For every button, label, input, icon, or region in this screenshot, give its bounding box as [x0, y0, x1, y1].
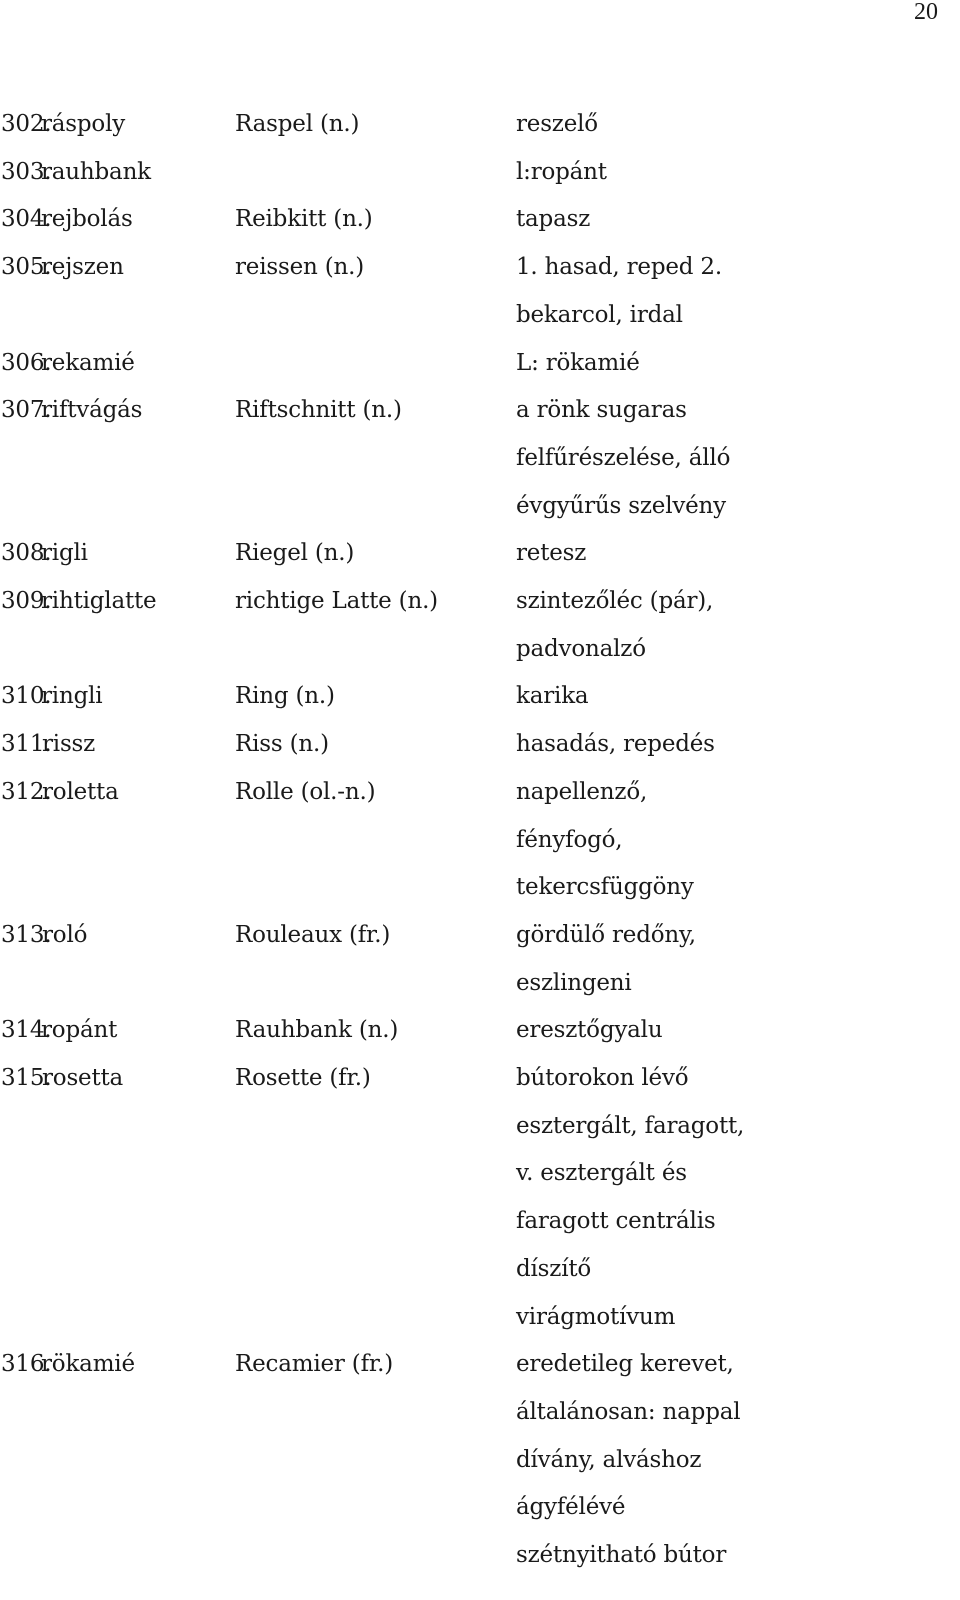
entry-meaning-line: L: rökamié [516, 349, 640, 376]
entry-meaning-line: évgyűrűs szelvény [516, 492, 726, 519]
entry-number: 306. [1, 349, 52, 376]
entry-number: 314. [1, 1017, 52, 1044]
entry-origin: Reibkitt (n.) [235, 206, 373, 233]
glossary-entry [0, 1341, 960, 1580]
glossary-entry [0, 769, 960, 912]
entry-origin: Rosette (fr.) [235, 1065, 371, 1092]
glossary-entry [0, 149, 960, 197]
entry-origin: Raspel (n.) [235, 111, 360, 137]
entry-meaning [516, 340, 960, 388]
entry-meaning [516, 673, 960, 721]
entry-term: ropánt [41, 1017, 118, 1044]
entry-number: 308. [1, 540, 52, 567]
entry-term: rihtiglatte [41, 588, 157, 615]
entry-number: 310. [1, 683, 52, 710]
entry-meaning [516, 530, 960, 578]
entry-meaning-line: l:ropánt [516, 158, 607, 185]
glossary-entry [0, 530, 960, 578]
entry-origin: Rolle (ol.-n.) [235, 778, 376, 805]
glossary-list [0, 101, 960, 1580]
glossary-entry [0, 673, 960, 721]
entry-term: rekamié [41, 349, 135, 376]
entry-number: 303. [1, 158, 52, 185]
entry-number: 305. [1, 254, 52, 281]
entry-origin: Ring (n.) [235, 683, 335, 710]
entry-term: rissz [42, 731, 96, 758]
entry-meaning-line: ágyfélévé [516, 1494, 626, 1521]
entry-meaning [516, 387, 960, 530]
entry-meaning-line: szintezőléc (pár), [516, 588, 714, 615]
entry-meaning [516, 1007, 960, 1055]
entry-number: 309. [1, 588, 52, 615]
entry-meaning-line: tekercsfüggöny [516, 874, 694, 901]
entry-meaning-line: esztergált, faragott, [516, 1112, 745, 1139]
entry-meaning-line: retesz [516, 540, 587, 567]
entry-meaning-line: tapasz [516, 206, 591, 233]
entry-meaning-line: 1. hasad, reped 2. [516, 254, 722, 281]
entry-meaning-line: bekarcol, irdal [516, 301, 683, 328]
glossary-entry [0, 196, 960, 244]
entry-meaning-line: díszítő [516, 1255, 592, 1282]
entry-meaning-line: eszlingeni [516, 969, 632, 996]
entry-term: rigli [41, 540, 88, 567]
entry-meaning-line: napellenző, [516, 778, 648, 805]
entry-origin: richtige Latte (n.) [235, 588, 438, 615]
glossary-entry [0, 912, 960, 1007]
entry-origin: Riftschnitt (n.) [235, 397, 402, 424]
entry-meaning [516, 196, 960, 244]
entry-meaning [516, 101, 960, 149]
entry-meaning-line: gördülő redőny, [516, 921, 696, 948]
entry-meaning-line: v. esztergált és [516, 1160, 687, 1187]
entry-term: rosetta [42, 1065, 124, 1092]
entry-meaning-line: fényfogó, [516, 826, 623, 853]
entry-meaning-line: eredetileg kerevet, [516, 1351, 734, 1378]
entry-term: rökamié [41, 1351, 135, 1378]
entry-term: rejbolás [41, 206, 133, 233]
entry-meaning [516, 578, 960, 673]
glossary-entry [0, 340, 960, 388]
entry-number: 313. [1, 921, 52, 948]
entry-meaning-line: általánosan: nappal [516, 1398, 741, 1425]
entry-origin: Riss (n.) [235, 731, 329, 758]
glossary-entry [0, 387, 960, 530]
entry-origin [235, 149, 516, 197]
entry-number: 316. [1, 1351, 52, 1378]
entry-meaning-line: szétnyitható bútor [516, 1542, 727, 1569]
entry-meaning-line: bútorokon lévő [516, 1065, 689, 1092]
entry-meaning [516, 1055, 960, 1341]
entry-meaning-line: padvonalzó [516, 635, 646, 662]
entry-term: riftvágás [41, 397, 143, 424]
entry-number: 311. [1, 731, 52, 758]
entry-meaning-line: dívány, alváshoz [516, 1446, 702, 1473]
entry-meaning-line: karika [516, 683, 589, 710]
entry-term: rauhbank [41, 158, 151, 185]
entry-term: roletta [42, 778, 119, 805]
entry-origin: Rauhbank (n.) [235, 1017, 399, 1044]
entry-meaning-line: a rönk sugaras [516, 397, 687, 424]
entry-meaning-line: virágmotívum [516, 1303, 676, 1330]
entry-meaning [516, 912, 960, 1007]
entry-number: 315. [1, 1065, 52, 1092]
entry-origin: Rouleaux (fr.) [235, 921, 391, 948]
page-number: 20 [914, 0, 938, 25]
entry-term: rejszen [41, 254, 124, 281]
entry-meaning-line: felfűrészelése, álló [516, 444, 731, 471]
entry-meaning [516, 769, 960, 912]
glossary-entry [0, 578, 960, 673]
glossary-entry [0, 101, 960, 149]
entry-origin [235, 340, 516, 388]
entry-meaning [516, 244, 960, 339]
entry-meaning-line: reszelő [516, 111, 598, 137]
entry-term: ráspoly [41, 111, 126, 137]
entry-meaning-line: hasadás, repedés [516, 731, 715, 758]
entry-term: roló [42, 921, 88, 948]
entry-number: 312. [1, 778, 52, 805]
entry-term: ringli [41, 683, 103, 710]
entry-meaning [516, 1341, 960, 1580]
entry-number: 307. [1, 397, 52, 424]
entry-number: 304. [1, 206, 52, 233]
entry-meaning-line: eresztőgyalu [516, 1017, 663, 1044]
entry-origin: Recamier (fr.) [235, 1351, 394, 1378]
entry-origin: Riegel (n.) [235, 540, 355, 567]
entry-meaning [516, 149, 960, 197]
glossary-entry [0, 721, 960, 769]
entry-origin: reissen (n.) [235, 254, 364, 281]
glossary-entry [0, 1055, 960, 1341]
entry-meaning-line: faragott centrális [516, 1208, 716, 1235]
glossary-entry [0, 244, 960, 339]
entry-meaning [516, 721, 960, 769]
glossary-entry [0, 1007, 960, 1055]
entry-number: 302. [1, 111, 52, 137]
